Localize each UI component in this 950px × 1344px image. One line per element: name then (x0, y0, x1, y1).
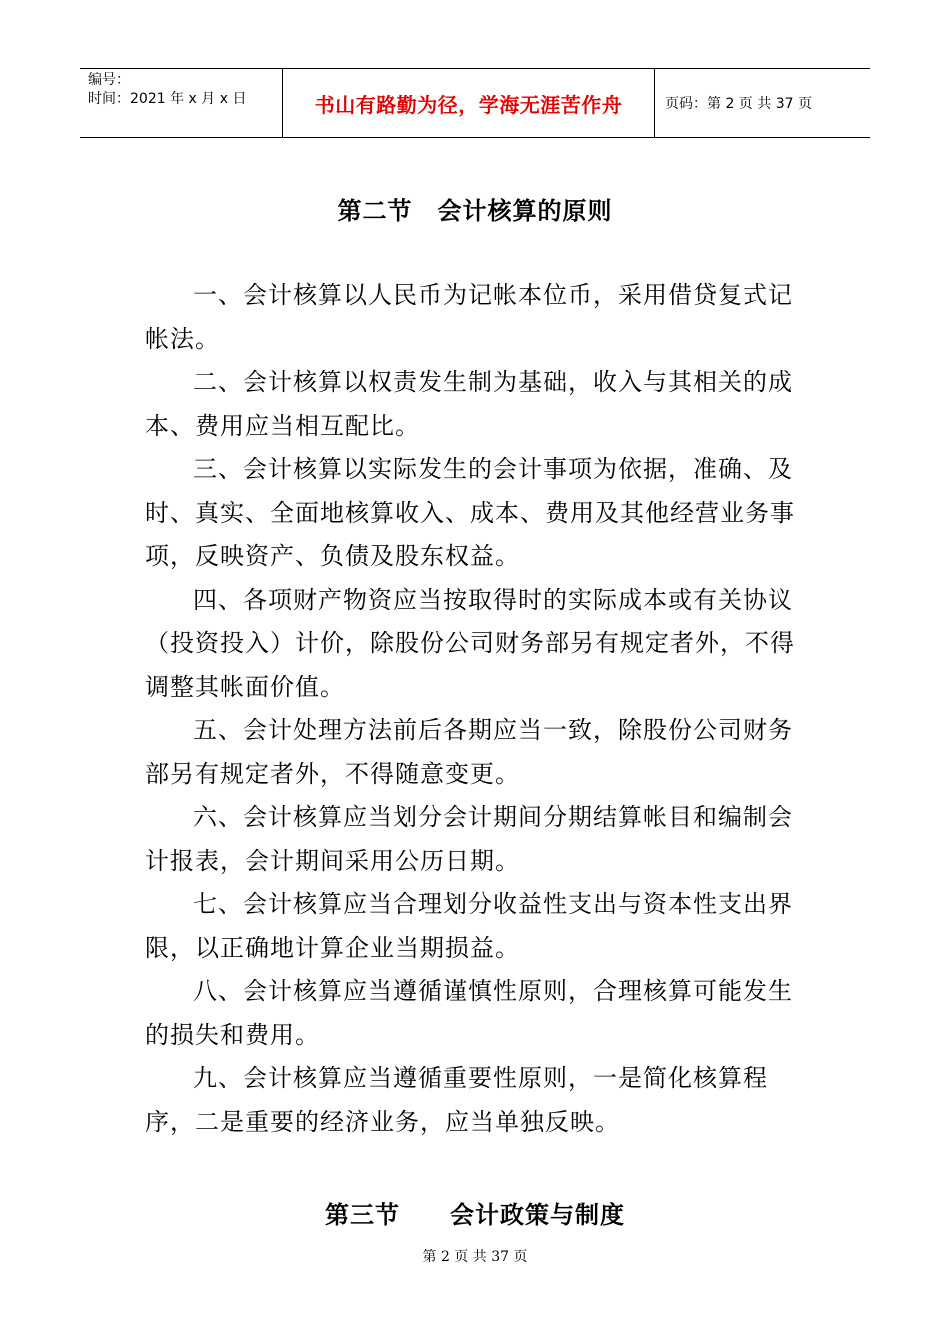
header-page-cell (655, 69, 870, 137)
section-title-2: 第二节 会计核算的原则 (337, 197, 613, 225)
section-title-3: 第三节 会计政策与制度 (325, 1201, 625, 1229)
header-page-number: 页码：第 2 页 共 37 页 (665, 96, 812, 112)
document-number-label: 编号： (88, 72, 130, 88)
document-body (145, 274, 810, 1144)
page-footer: 第 2 页 共 37 页 (422, 1249, 528, 1265)
paragraph-7: 七、会计核算应当合理划分收益性支出与资本性支出界限，以正确地计算企业当期损益。 (145, 890, 793, 962)
header-motto-cell (283, 69, 655, 137)
paragraph-3: 三、会计核算以实际发生的会计事项为依据，准确、及时、真实、全面地核算收入、成本、费用及其他经营业务事项，反映资产、负债及股东权益。 (145, 455, 795, 570)
paragraph-5: 五、会计处理方法前后各期应当一致，除股份公司财务部另有规定者外，不得随意变更。 (145, 716, 793, 788)
paragraph-9: 九、会计核算应当遵循重要性原则，一是简化核算程序，二是重要的经济业务，应当单独反映。 (145, 1064, 768, 1136)
header-motto: 书山有路勤为径，学海无涯苦作舟 (314, 92, 623, 117)
paragraph-1: 一、会计核算以人民币为记帐本位币，采用借贷复式记帐法。 (145, 281, 793, 353)
paragraph-2: 二、会计核算以权责发生制为基础，收入与其相关的成本、费用应当相互配比。 (145, 368, 793, 440)
paragraph-4: 四、各项财产物资应当按取得时的实际成本或有关协议（投资投入）计价，除股份公司财务部另有规定者外，不得调整其帐面价值。 (145, 585, 795, 701)
document-date-label: 时间：2021 年 x 月 x 日 (88, 91, 247, 107)
header-meta (80, 69, 283, 137)
paragraph-8: 八、会计核算应当遵循谨慎性原则，合理核算可能发生的损失和费用。 (145, 977, 793, 1049)
paragraph-6: 六、会计核算应当划分会计期间分期结算帐目和编制会计报表，会计期间采用公历日期。 (145, 803, 793, 875)
page-header (80, 68, 870, 138)
